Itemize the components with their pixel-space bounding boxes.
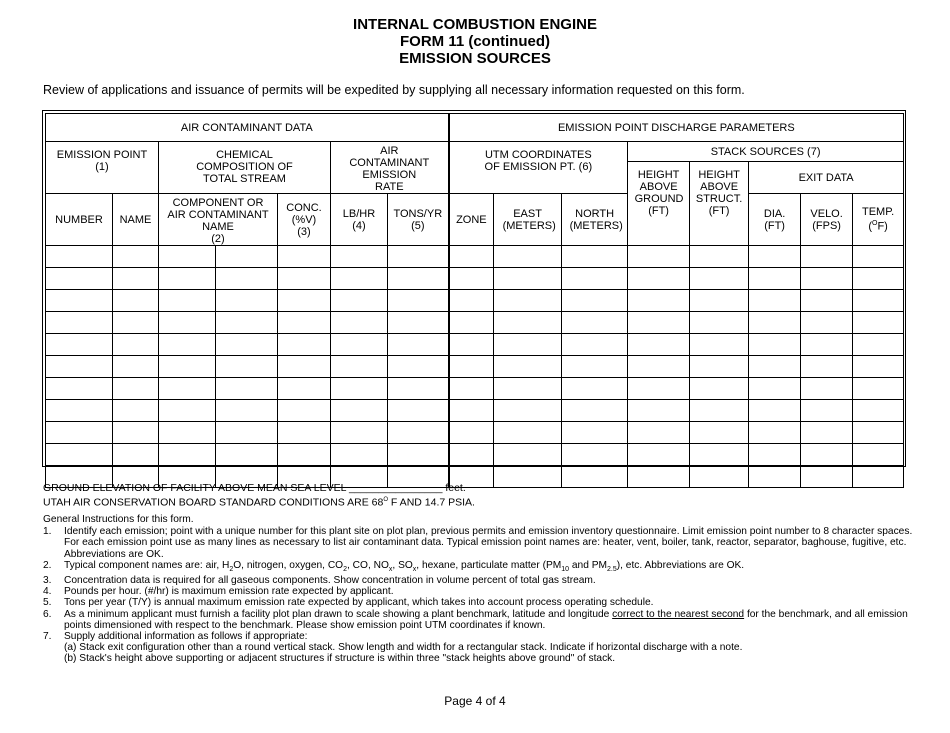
table-cell[interactable]: [46, 378, 113, 400]
table-cell[interactable]: [159, 422, 216, 444]
table-cell[interactable]: [690, 400, 749, 422]
stack-sources-header: STACK SOURCES (7): [628, 142, 904, 162]
table-cell[interactable]: [690, 356, 749, 378]
table-cell[interactable]: [113, 422, 159, 444]
table-row: [46, 356, 904, 378]
ground-elevation-unit: feet.: [445, 482, 466, 494]
table-cell[interactable]: [690, 378, 749, 400]
height-above-struct-label: HEIGHT ABOVE STRUCT. (FT): [695, 169, 743, 217]
table-cell[interactable]: [388, 378, 449, 400]
table-cell[interactable]: [494, 246, 562, 268]
table-cell[interactable]: [449, 290, 494, 312]
table-cell[interactable]: [628, 356, 690, 378]
table-cell[interactable]: [494, 466, 562, 488]
table-cell[interactable]: [628, 378, 690, 400]
table-cell[interactable]: [853, 400, 904, 422]
col-temp-unit: [853, 218, 903, 233]
table-cell[interactable]: [278, 268, 331, 290]
table-row: [46, 290, 904, 312]
table-cell[interactable]: [690, 290, 749, 312]
chemical-composition-label: CHEMICAL COMPOSITION OF TOTAL STREAM: [196, 149, 293, 185]
table-cell[interactable]: [278, 356, 331, 378]
title-line-2: FORM 11 (continued): [400, 33, 550, 50]
table-cell[interactable]: [278, 312, 331, 334]
col-zone: ZONE: [449, 194, 494, 246]
table-cell[interactable]: [853, 246, 904, 268]
col-east-label: EAST (METERS): [502, 207, 556, 232]
col-velo-label: VELO. (FPS): [810, 207, 843, 232]
table-cell[interactable]: [159, 246, 216, 268]
col-dia: [749, 194, 801, 246]
table-cell[interactable]: [113, 312, 159, 334]
table-cell[interactable]: [46, 246, 113, 268]
table-cell[interactable]: [853, 422, 904, 444]
instruction-4-num: 4.: [43, 586, 52, 598]
table-cell[interactable]: [449, 356, 494, 378]
instruction-5-text: Tons per year (T/Y) is annual maximum emission rate expected by applicant, which takes into account process operating schedule.: [64, 597, 654, 609]
i2-p8: , hexane, particulate matter (PM: [416, 559, 562, 571]
standard-conditions-pre: UTAH AIR CONSERVATION BOARD STANDARD CONDITIONS ARE 68: [43, 496, 384, 509]
i2-p3: 2: [343, 565, 348, 573]
title-line-3: EMISSION SOURCES: [399, 50, 551, 67]
i2-p0: Typical component names are: air, H: [64, 559, 230, 571]
table-cell[interactable]: [628, 334, 690, 356]
table-cell[interactable]: [278, 400, 331, 422]
chemical-composition-header: [159, 142, 331, 194]
table-cell[interactable]: [801, 334, 853, 356]
table-cell[interactable]: [562, 466, 628, 488]
table-cell[interactable]: [494, 268, 562, 290]
emission-rate-header: [331, 142, 449, 194]
table-cell[interactable]: [216, 290, 278, 312]
instruction-6-underlined: correct to the nearest second: [612, 608, 745, 620]
table-cell[interactable]: [278, 378, 331, 400]
table-cell[interactable]: [216, 444, 278, 466]
table-cell[interactable]: [46, 444, 113, 466]
instruction-7-text: Supply additional information as follows if appropriate:: [64, 631, 308, 643]
i2-p2: O, nitrogen, oxygen, CO: [233, 559, 344, 571]
table-row: [46, 400, 904, 422]
table-cell[interactable]: [388, 246, 449, 268]
table-cell[interactable]: [159, 312, 216, 334]
table-cell[interactable]: [113, 444, 159, 466]
table-cell[interactable]: [494, 422, 562, 444]
table-cell[interactable]: [46, 290, 113, 312]
table-cell[interactable]: [46, 268, 113, 290]
table-cell[interactable]: [494, 356, 562, 378]
table-cell[interactable]: [46, 334, 113, 356]
table-cell[interactable]: [449, 422, 494, 444]
table-cell[interactable]: [388, 356, 449, 378]
table-row: [46, 334, 904, 356]
table-cell[interactable]: [628, 268, 690, 290]
temp-unit-pre: (: [868, 220, 872, 233]
table-cell[interactable]: [749, 290, 801, 312]
discharge-parameters-header: EMISSION POINT DISCHARGE PARAMETERS: [449, 114, 904, 142]
instruction-6: [43, 609, 913, 631]
table-cell[interactable]: [628, 312, 690, 334]
i2-p10: and PM: [569, 559, 607, 571]
table-cell[interactable]: [278, 290, 331, 312]
table-cell[interactable]: [216, 422, 278, 444]
utm-coordinates-header: [449, 142, 628, 194]
table-cell[interactable]: [113, 268, 159, 290]
col-dia-label: DIA. (FT): [763, 207, 786, 232]
emission-point-note: (1): [95, 161, 109, 173]
col-tonsyr-label: TONS/YR: [393, 207, 443, 220]
i2-p9: 10: [561, 565, 570, 573]
table-cell[interactable]: [331, 378, 388, 400]
col-temp-label: TEMP.: [861, 206, 895, 219]
emission-point-label: EMISSION POINT: [56, 149, 148, 161]
table-cell[interactable]: [331, 246, 388, 268]
table-cell[interactable]: [801, 356, 853, 378]
title-line-1: INTERNAL COMBUSTION ENGINE: [353, 16, 597, 33]
table-row: [46, 246, 904, 268]
table-cell[interactable]: [159, 378, 216, 400]
col-lbhr: [331, 194, 388, 246]
i2-p7: x: [412, 565, 417, 573]
utm-coordinates-label: UTM COORDINATES OF EMISSION PT. (6): [484, 149, 593, 173]
table-cell[interactable]: [494, 400, 562, 422]
table-cell[interactable]: [801, 312, 853, 334]
table-cell[interactable]: [449, 312, 494, 334]
table-cell[interactable]: [749, 400, 801, 422]
table-cell[interactable]: [801, 444, 853, 466]
table-cell[interactable]: [331, 422, 388, 444]
table-cell[interactable]: [562, 378, 628, 400]
table-cell[interactable]: [749, 422, 801, 444]
col-east: [494, 194, 562, 246]
table-cell[interactable]: [113, 356, 159, 378]
table-cell[interactable]: [216, 400, 278, 422]
table-cell[interactable]: [562, 246, 628, 268]
table-cell[interactable]: [749, 268, 801, 290]
height-above-ground-header: [628, 162, 690, 246]
table-cell[interactable]: [331, 290, 388, 312]
instruction-3-num: 3.: [43, 575, 52, 587]
instruction-2-num: 2.: [43, 559, 52, 571]
table-cell[interactable]: [801, 422, 853, 444]
table-cell[interactable]: [853, 444, 904, 466]
emission-sources-table: [45, 113, 904, 488]
col-number: NUMBER: [46, 194, 113, 246]
table-cell[interactable]: [449, 400, 494, 422]
table-cell[interactable]: [853, 290, 904, 312]
instruction-7: [43, 631, 913, 642]
table-row: [46, 312, 904, 334]
i2-p6: , SO: [392, 559, 413, 571]
table-cell[interactable]: [113, 400, 159, 422]
table-cell[interactable]: [46, 356, 113, 378]
standard-conditions-line: [43, 494, 475, 509]
table-cell[interactable]: [628, 422, 690, 444]
table-cell[interactable]: [331, 312, 388, 334]
instruction-4: [43, 586, 913, 597]
col-component-label: COMPONENT OR AIR CONTAMINANT NAME: [167, 197, 269, 233]
table-cell[interactable]: [628, 290, 690, 312]
col-north-label: NORTH (METERS): [569, 207, 623, 232]
table-cell[interactable]: [159, 268, 216, 290]
table-cell[interactable]: [216, 334, 278, 356]
table-cell[interactable]: [853, 268, 904, 290]
table-cell[interactable]: [562, 400, 628, 422]
table-cell[interactable]: [278, 422, 331, 444]
col-conc: [278, 194, 331, 246]
table-cell[interactable]: [853, 466, 904, 488]
temp-unit-post: F): [877, 220, 888, 233]
table-cell[interactable]: [449, 246, 494, 268]
table-cell[interactable]: [216, 312, 278, 334]
intro-text: Review of applications and issuance of permits will be expedited by supplying all necessary information requested on this form.: [43, 83, 745, 97]
table-cell[interactable]: [388, 444, 449, 466]
table-cell[interactable]: [388, 290, 449, 312]
table-cell[interactable]: [853, 312, 904, 334]
table-cell[interactable]: [449, 444, 494, 466]
col-north: [562, 194, 628, 246]
table-cell[interactable]: [331, 268, 388, 290]
instruction-7a: (a) Stack exit configuration other than a round vertical stack. Show length and width for a rectangular stack. Indicate if horizontal discharge with a note.: [64, 642, 743, 654]
emission-point-header: [46, 142, 159, 194]
col-component-note: (2): [211, 233, 225, 245]
table-cell[interactable]: [749, 466, 801, 488]
emission-rate-label: AIR CONTAMINANT EMISSION RATE: [349, 145, 430, 193]
table-cell[interactable]: [853, 334, 904, 356]
i2-p4: , CO, NO: [347, 559, 389, 571]
table-cell[interactable]: [749, 378, 801, 400]
table-cell[interactable]: [562, 290, 628, 312]
instruction-1-text: Identify each emission; point with a unique number for this plant site on plot plan, previous permits and emission inventory questionnaire. Limit emission point number to 8 character spaces. For each emission point use as many lines as necessary to list air contaminant data. Typical emission point names are: heater, vent, boiler, tank, reactor, separator, baghouse, fugitive, etc. Abbreviations are OK.: [64, 526, 913, 560]
table-cell[interactable]: [159, 400, 216, 422]
col-name: NAME: [113, 194, 159, 246]
table-cell[interactable]: [113, 334, 159, 356]
table-cell[interactable]: [159, 334, 216, 356]
table-cell[interactable]: [749, 312, 801, 334]
standard-conditions-post: F AND 14.7 PSIA.: [388, 496, 475, 509]
table-cell[interactable]: [46, 422, 113, 444]
table-cell[interactable]: [562, 268, 628, 290]
table-cell[interactable]: [562, 312, 628, 334]
col-temp: [853, 194, 904, 246]
table-cell[interactable]: [562, 356, 628, 378]
table-cell[interactable]: [388, 400, 449, 422]
table-cell[interactable]: [690, 268, 749, 290]
standard-conditions-degree: O: [383, 497, 389, 503]
table-cell[interactable]: [494, 444, 562, 466]
table-cell[interactable]: [749, 334, 801, 356]
i2-p5: x: [388, 565, 393, 573]
table-cell[interactable]: [113, 290, 159, 312]
ground-elevation-line: [43, 482, 475, 494]
table-cell[interactable]: [331, 444, 388, 466]
instruction-2: [43, 560, 913, 575]
table-cell[interactable]: [801, 466, 853, 488]
table-cell[interactable]: [388, 422, 449, 444]
table-cell[interactable]: [853, 378, 904, 400]
col-component: [159, 194, 278, 246]
table-cell[interactable]: [801, 268, 853, 290]
table-cell[interactable]: [494, 290, 562, 312]
table-cell[interactable]: [801, 400, 853, 422]
instruction-5: [43, 597, 913, 608]
table-cell[interactable]: [494, 334, 562, 356]
form-title: [0, 16, 950, 67]
table-cell[interactable]: [628, 466, 690, 488]
table-cell[interactable]: [278, 246, 331, 268]
table-cell[interactable]: [749, 356, 801, 378]
page-number: Page 4 of 4: [444, 694, 506, 708]
table-cell[interactable]: [278, 334, 331, 356]
air-contaminant-data-header: AIR CONTAMINANT DATA: [46, 114, 449, 142]
table-cell[interactable]: [159, 444, 216, 466]
table-cell[interactable]: [388, 312, 449, 334]
temp-degree: O: [872, 220, 878, 228]
table-cell[interactable]: [494, 378, 562, 400]
table-cell[interactable]: [690, 466, 749, 488]
ground-elevation-label: GROUND ELEVATION OF FACILITY ABOVE MEAN SEA LEVEL: [43, 482, 347, 494]
instruction-1-num: 1.: [43, 526, 52, 538]
table-cell[interactable]: [216, 246, 278, 268]
table-cell[interactable]: [690, 444, 749, 466]
table-row: [46, 444, 904, 466]
table-cell[interactable]: [216, 378, 278, 400]
instruction-3-text: Concentration data is required for all gaseous components. Show concentration in volume percent of total gas stream.: [64, 575, 596, 587]
table-cell[interactable]: [801, 290, 853, 312]
table-cell[interactable]: [628, 444, 690, 466]
table-cell[interactable]: [690, 312, 749, 334]
table-row: [46, 268, 904, 290]
table-cell[interactable]: [853, 356, 904, 378]
col-tonsyr-note: (5): [411, 219, 425, 232]
table-cell[interactable]: [449, 378, 494, 400]
data-rows: [46, 246, 904, 488]
table-cell[interactable]: [690, 246, 749, 268]
instruction-7b: (b) Stack's height above supporting or adjacent structures if structure is within three "stack heights above ground" of stack.: [64, 653, 616, 665]
table-cell[interactable]: [46, 312, 113, 334]
table-cell[interactable]: [749, 444, 801, 466]
ground-elevation-blank: ________________: [348, 482, 443, 494]
table-cell[interactable]: [749, 246, 801, 268]
table-cell[interactable]: [159, 290, 216, 312]
col-lbhr-label: LB/HR: [342, 207, 376, 220]
instruction-5-num: 5.: [43, 597, 52, 609]
table-cell[interactable]: [801, 378, 853, 400]
table-cell[interactable]: [690, 422, 749, 444]
table-cell[interactable]: [46, 400, 113, 422]
height-above-ground-label: HEIGHT ABOVE GROUND (FT): [634, 169, 684, 217]
table-cell[interactable]: [331, 334, 388, 356]
instruction-3: [43, 575, 913, 586]
instructions-heading: General Instructions for this form.: [43, 514, 194, 525]
table-cell[interactable]: [388, 268, 449, 290]
table-cell[interactable]: [159, 356, 216, 378]
height-above-struct-header: [690, 162, 749, 246]
table-cell[interactable]: [113, 246, 159, 268]
table-cell[interactable]: [562, 422, 628, 444]
table-cell[interactable]: [216, 356, 278, 378]
instruction-1: [43, 526, 913, 560]
table-cell[interactable]: [331, 356, 388, 378]
instruction-6-pre: As a minimum applicant must furnish a facility plot plan drawn to scale showing a plant benchmark, latitude and longitude: [64, 608, 613, 620]
table-cell[interactable]: [801, 246, 853, 268]
ground-elevation-block: [43, 482, 475, 509]
exit-data-header: EXIT DATA: [749, 162, 904, 194]
col-lbhr-note: (4): [352, 219, 366, 232]
i2-p12: ), etc. Abbreviations are OK.: [616, 559, 745, 571]
table-cell[interactable]: [449, 268, 494, 290]
instruction-4-text: Pounds per hour. (#/hr) is maximum emission rate expected by applicant.: [64, 586, 394, 598]
table-cell[interactable]: [690, 334, 749, 356]
table-row: [46, 422, 904, 444]
table-cell[interactable]: [113, 378, 159, 400]
table-cell[interactable]: [562, 334, 628, 356]
table-cell[interactable]: [562, 444, 628, 466]
i2-p1: 2: [229, 565, 234, 573]
table-cell[interactable]: [278, 444, 331, 466]
general-instructions: [43, 514, 913, 665]
table-cell[interactable]: [449, 334, 494, 356]
table-cell[interactable]: [628, 400, 690, 422]
table-cell[interactable]: [494, 312, 562, 334]
table-row: [46, 378, 904, 400]
col-tonsyr: [388, 194, 449, 246]
col-velo: [801, 194, 853, 246]
instruction-7-num: 7.: [43, 631, 52, 643]
table-cell[interactable]: [388, 334, 449, 356]
instruction-6-post: for the benchmark, and all emission points dimensioned with respect to the benchmark. Please show emission point UTM coordinates if known.: [64, 608, 908, 631]
instruction-6-num: 6.: [43, 608, 52, 620]
col-conc-label: CONC. (%V) (3): [286, 201, 322, 238]
table-cell[interactable]: [331, 400, 388, 422]
table-cell[interactable]: [216, 268, 278, 290]
table-cell[interactable]: [628, 246, 690, 268]
i2-p11: 2.5: [607, 565, 617, 573]
